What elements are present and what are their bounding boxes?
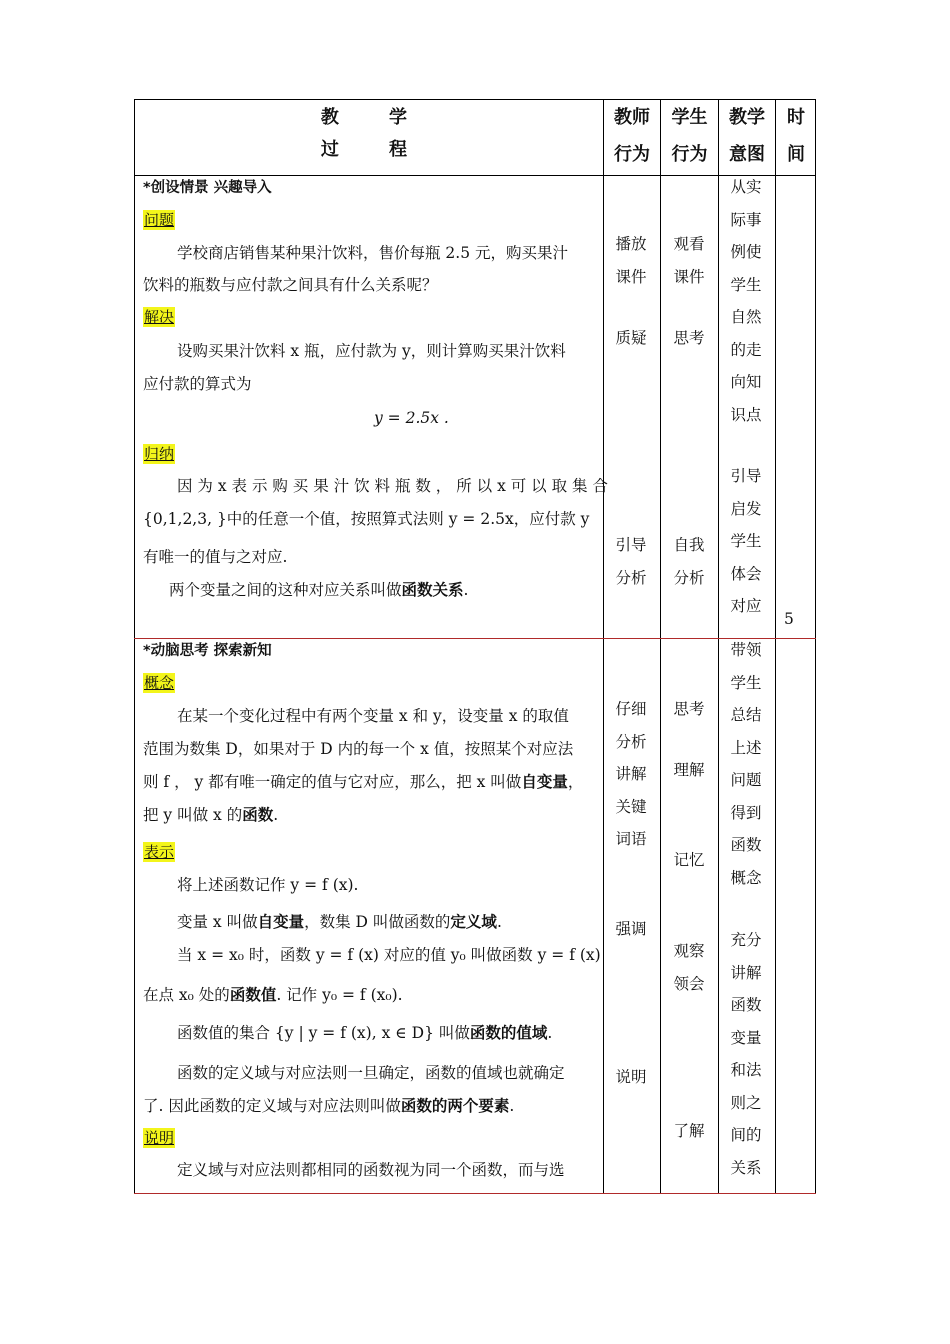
header-teacher: 教师 行为 — [614, 107, 650, 165]
student-action: 理解 — [673, 761, 705, 779]
table-border-right — [815, 99, 816, 1194]
header-time: 时 间 — [787, 107, 805, 165]
summary-line: 因 为 x 表 示 购 买 果 汁 饮 料 瓶 数 ， 所 以 x 可 以 取 集 合 — [177, 477, 608, 495]
period: . — [509, 1097, 515, 1115]
student-action: 了解 — [673, 1122, 705, 1140]
repr-line — [143, 979, 403, 1012]
repr-text: 在点 x₀ 处的 — [143, 986, 230, 1004]
period: . — [273, 806, 279, 824]
term-independent-variable: 自变量 — [257, 913, 305, 931]
header-intent: 教学 意图 — [729, 107, 765, 165]
tag-concept: 概念 — [144, 674, 175, 692]
period: . — [463, 581, 469, 599]
solve-line: 设购买果汁饮料 x 瓶，应付款为 y，则计算购买果汁饮料 — [177, 342, 566, 360]
period: . — [547, 1024, 553, 1042]
term-function-value: 函数值 — [229, 986, 277, 1004]
section-divider — [134, 638, 816, 639]
teaching-intent: 带领 学生 总结 上述 问题 得到 函数 概念 — [730, 641, 762, 887]
time-minutes: 5 — [784, 610, 794, 628]
section-title: *动脑思考 探索新知 — [143, 643, 272, 659]
student-action: 思考 — [673, 329, 705, 347]
teacher-action: 说明 — [615, 1068, 647, 1086]
repr-text: . 记作 y₀ = f (x₀). — [276, 986, 403, 1004]
term-independent-variable: 自变量 — [521, 773, 568, 791]
column-divider — [660, 99, 661, 1194]
summary-text: 两个变量之间的这种对应关系叫做 — [169, 581, 402, 599]
tag-question: 问题 — [144, 211, 175, 229]
teacher-action: 强调 — [615, 920, 647, 938]
repr-line: 当 x = x₀ 时，函数 y = f (x) 对应的值 y₀ 叫做函数 y = f (x) — [177, 946, 601, 964]
tag-summary: 归纳 — [144, 445, 175, 463]
term-domain: 定义域 — [450, 913, 497, 931]
student-action: 记忆 — [673, 851, 705, 869]
concept-line: 范围为数集 D，如果对于 D 内的每一个 x 值，按照某个对应法 — [143, 740, 574, 758]
question-line: 饮料的瓶数与应付款之间具有什么关系呢？ — [143, 276, 438, 294]
comma: ， — [567, 773, 584, 791]
summary-line: {0,1,2,3, }中的任意一个值，按照算式法则 y = 2.5x，应付款 y — [143, 510, 590, 528]
tag-representation: 表示 — [144, 843, 175, 861]
lesson-table — [134, 99, 816, 1194]
student-action: 思考 — [673, 700, 705, 718]
student-action: 自我 分析 — [673, 536, 705, 587]
table-border-left — [134, 99, 135, 1194]
repr-line — [177, 1017, 552, 1050]
note-line: 定义域与对应法则都相同的函数视为同一个函数，而与选 — [177, 1161, 565, 1179]
concept-line — [143, 766, 583, 799]
header-student: 学生 行为 — [671, 107, 708, 165]
question-line: 学校商店销售某种果汁饮料，售价每瓶 2.5 元，购买果汁 — [177, 244, 569, 262]
column-divider — [603, 99, 604, 1194]
concept-line: 在某一个变化过程中有两个变量 x 和 y，设变量 x 的取值 — [177, 707, 569, 725]
teacher-action: 引导 分析 — [615, 536, 647, 587]
teacher-action: 质疑 — [615, 329, 647, 347]
teacher-action: 仔细 分析 讲解 关键 词语 — [615, 700, 647, 848]
section-title: *创设情景 兴趣导入 — [143, 180, 272, 196]
repr-text: ，数集 D 叫做函数的 — [304, 913, 451, 931]
period: . — [496, 913, 502, 931]
student-action: 观察 领会 — [673, 942, 705, 993]
formula: y = 2.5x . — [374, 409, 449, 427]
teaching-intent: 充分 讲解 函数 变量 和法 则之 间的 关系 — [730, 931, 762, 1177]
term-function-relation: 函数关系 — [401, 581, 464, 599]
summary-line: 有唯一的值与之对应. — [143, 548, 288, 566]
header-process-line1: 教 学 — [320, 107, 408, 128]
header-process-line2: 过 程 — [320, 139, 408, 160]
repr-line: 将上述函数记作 y = f (x). — [177, 876, 359, 894]
tag-solve: 解决 — [144, 308, 175, 326]
teaching-intent: 引导 启发 学生 体会 对应 — [730, 467, 762, 615]
column-divider — [775, 99, 776, 1194]
tag-note: 说明 — [144, 1129, 175, 1147]
repr-text: 函数值的集合 {y | y = f (x), x ∈ D} 叫做 — [177, 1024, 470, 1042]
repr-text: 了. 因此函数的定义域与对应法则叫做 — [143, 1097, 401, 1115]
student-action: 观看 课件 — [673, 235, 705, 286]
repr-line — [143, 1090, 514, 1123]
term-range: 函数的值域 — [469, 1024, 548, 1042]
repr-text: 变量 x 叫做 — [177, 913, 258, 931]
table-border-bottom — [134, 1193, 816, 1194]
summary-line — [169, 574, 468, 607]
header-divider — [134, 175, 816, 176]
column-divider — [718, 99, 719, 1194]
teaching-intent: 从实 际事 例使 学生 自然 的走 向知 识点 — [730, 178, 762, 424]
teacher-action: 播放 课件 — [615, 235, 647, 286]
repr-line — [177, 906, 502, 939]
repr-line: 函数的定义域与对应法则一旦确定，函数的值域也就确定 — [177, 1064, 565, 1082]
term-two-elements: 函数的两个要素 — [400, 1097, 510, 1115]
concept-line — [143, 799, 278, 832]
solve-line: 应付款的算式为 — [143, 375, 252, 393]
concept-text: 把 y 叫做 x 的 — [143, 806, 243, 824]
term-function: 函数 — [242, 806, 274, 824]
concept-text: 则 f ， y 都有唯一确定的值与它对应，那么，把 x 叫做 — [143, 773, 522, 791]
